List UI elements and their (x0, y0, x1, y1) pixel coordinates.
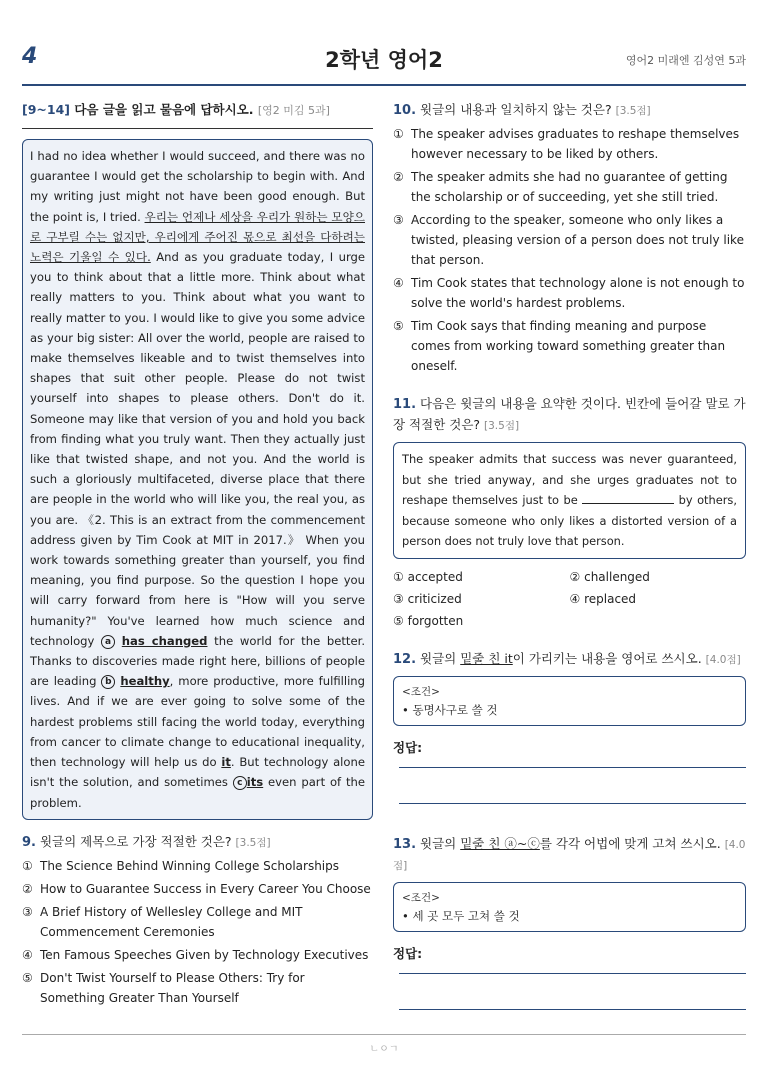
header-subtitle: 영어2 미래엔 김성연 5과 (625, 54, 746, 67)
summary-text: The speaker admits that success was never guaranteed, but she tried anyway, and she urges graduates not to reshape themselves just to be (402, 452, 737, 507)
question-text: 를 각각 어법에 맞게 고쳐 쓰시오. (539, 835, 721, 851)
option-mark: ③ (393, 591, 404, 606)
answer-option[interactable] (22, 902, 373, 942)
option-mark: ④ (393, 276, 404, 290)
option-mark: ③ (393, 213, 404, 227)
question-text: 윗글의 내용과 일치하지 않는 것은? (420, 102, 612, 117)
option-text: replaced (584, 591, 637, 606)
passage-text: the world for the better. Thanks to discoveries made right here, billions of people are leading (30, 633, 366, 689)
answer-option[interactable] (393, 124, 746, 164)
condition-text: • 세 곳 모두 고쳐 쓸 것 (402, 908, 520, 923)
answer-option[interactable] (393, 210, 746, 270)
condition-box (393, 676, 746, 726)
answer-option[interactable] (393, 273, 746, 313)
option-mark: ⑤ (393, 613, 404, 628)
passage-text: I had no idea whether I would succeed, and there was no guarantee I would get the scholarship to begin with. And my writing just might not have been good enough. But the point is, I tried. (30, 149, 365, 224)
answer-option[interactable] (22, 968, 373, 1008)
question-10 (393, 100, 746, 376)
option-text: According to the speaker, someone who only likes a twisted, pleasing version of a person does not truly like that person. (411, 213, 744, 267)
answer-option[interactable] (570, 567, 747, 587)
question-12 (393, 649, 746, 804)
footer-text: ㄴㅇㄱ (369, 1044, 399, 1055)
answer-options-grid (393, 567, 746, 631)
section-range: [9~14] (22, 102, 70, 117)
question-points: [3.5점] (235, 836, 271, 849)
option-mark: ① (22, 858, 33, 873)
answer-line[interactable] (399, 1008, 746, 1010)
answer-option[interactable] (393, 167, 746, 207)
question-10-title (393, 100, 746, 121)
answer-option[interactable] (22, 856, 373, 876)
mark-c: c (233, 776, 247, 790)
question-text: 이 가리키는 내용을 영어로 쓰시오. (512, 650, 702, 666)
question-13-title (393, 834, 746, 876)
underlined-word-a: has changed (121, 633, 208, 648)
section-source: [영2 미김 5과] (257, 104, 330, 117)
passage-text: , more productive, more fulfilling lives. And if we are ever going to solve some of the hardest problems still facing the world today, everything from cancer to climate change to educational inequality, then technology will help us do (30, 674, 366, 770)
question-9 (22, 832, 373, 1008)
answer-line[interactable] (399, 766, 746, 768)
question-points: [4.0점] (393, 838, 746, 872)
answer-option[interactable] (393, 611, 570, 631)
page-title: 2학년 영어2 (325, 48, 443, 72)
answer-option[interactable] (393, 567, 570, 587)
option-mark: ⑤ (393, 319, 404, 333)
answer-label: 정답: (393, 739, 423, 755)
option-text: challenged (584, 569, 650, 584)
answer-option[interactable] (393, 589, 570, 609)
condition-label: <조건> (402, 685, 440, 698)
condition-box (393, 882, 746, 932)
mark-a: a (101, 635, 115, 649)
option-text: How to Guarantee Success in Every Career You Choose (40, 881, 371, 896)
option-mark: ② (22, 881, 33, 896)
option-mark: ④ (569, 591, 581, 606)
option-mark: ② (569, 569, 581, 584)
question-11-title (393, 394, 746, 436)
option-mark: ② (393, 170, 404, 184)
question-points: [3.5점] (484, 420, 520, 432)
question-number: 10. (393, 103, 417, 118)
question-text: 윗글의 제목으로 가장 적절한 것은? (39, 833, 232, 849)
page-number: 4 (22, 44, 38, 69)
answer-option[interactable] (22, 945, 373, 965)
mark-b: b (101, 675, 115, 689)
option-mark: ④ (22, 947, 33, 962)
question-text-underlined: 밑줄 친 ⓐ~ⓒ (460, 835, 540, 851)
answer-option[interactable] (570, 589, 747, 609)
passage-text: . But technology alone isn't the solution, and sometimes (30, 755, 365, 790)
answer-label: 정답: (393, 945, 423, 961)
underlined-word-b: healthy (120, 674, 170, 689)
question-12-title (393, 649, 746, 670)
question-points: [4.0점] (705, 653, 741, 666)
option-text: Don't Twist Yourself to Please Others: Try for Something Greater Than Yourself (40, 970, 305, 1005)
passage-text: And as you graduate today, I urge you to think about that a little more. Think about what really matters to you. Think about what you want to really matter to you. I would like to give you some advice as your big sister: All over the world, people are raised to make themselves likeable and to twist themselves into shapes that suit other people. Please do not twist yourself into shapes to please others. Don't do it. Someone may like that version of you and hold you back from finding what you truly want. Then they actually just like that twisted shape, and not you. And the world is such a gloriously multifaceted, diverse place that there are people in the world who will like you, the real you, as you are. 《2. This is an extract from the commencement address given by Tim Cook at MIT in 2017.》 When you work towards something greater than yourself, you find meaning, you find purpose. So the question I hope you will carry forward from here is "How will you serve humanity?" You've learned how much science and technology (30, 250, 366, 648)
option-mark: ③ (22, 904, 33, 919)
footer-divider (22, 1034, 746, 1035)
summary-blank[interactable] (582, 491, 674, 504)
question-11 (393, 394, 746, 631)
question-13 (393, 834, 746, 1010)
right-column (393, 100, 746, 1010)
underlined-word-it: it (221, 755, 231, 770)
option-text: The Science Behind Winning College Scholarships (40, 858, 340, 873)
underlined-word-c: its (246, 775, 264, 790)
question-text-underlined: 밑줄 친 it (460, 650, 513, 666)
question-number: 9. (22, 834, 36, 850)
question-number: 11. (393, 397, 417, 412)
option-text: Ten Famous Speeches Given by Technology Executives (40, 947, 369, 962)
answer-option[interactable] (393, 316, 746, 376)
passage-text: even part of the problem. (30, 775, 365, 810)
question-text: 윗글의 (420, 835, 461, 851)
left-column (22, 100, 373, 1008)
option-mark: ⑤ (22, 970, 33, 985)
question-number: 12. (393, 651, 417, 667)
summary-text: by others, because someone who only likes a distorted version of a person does not truly love that person. (402, 493, 737, 548)
question-number: 13. (393, 836, 417, 852)
option-text: The speaker advises graduates to reshape themselves however necessary to be liked by others. (411, 127, 740, 161)
option-text: forgotten (407, 613, 464, 628)
question-points: [3.5점] (615, 105, 651, 117)
underlined-korean-sentence: 우리는 언제나 세상을 우리가 원하는 모양으로 구부릴 수는 없지만, 우리에게 주어진 몫으로 최선을 다하려는 노력은 기울일 수 있다. (30, 209, 365, 265)
option-mark: ① (393, 569, 404, 584)
option-text: criticized (407, 591, 462, 606)
option-text: accepted (407, 569, 463, 584)
option-text: Tim Cook states that technology alone is not enough to solve the world's hardest problems. (411, 276, 745, 310)
option-mark: ① (393, 127, 404, 141)
page-header (22, 40, 746, 86)
question-9-title (22, 832, 373, 853)
question-text: 다음은 윗글의 내용을 요약한 것이다. 빈칸에 들어갈 말로 가장 적절한 것은? (393, 396, 746, 432)
section-instruction: 다음 글을 읽고 물음에 답하시오. (74, 102, 254, 117)
answer-line[interactable] (399, 802, 746, 804)
option-text: The speaker admits she had no guarantee of getting the scholarship or of succeeding, yet she still tried. (411, 170, 728, 204)
reading-passage (22, 139, 373, 820)
answer-option[interactable] (22, 879, 373, 899)
answer-line[interactable] (399, 972, 746, 974)
section-heading (22, 100, 373, 129)
condition-label: <조건> (402, 891, 440, 904)
summary-box (393, 442, 746, 559)
option-text: A Brief History of Wellesley College and MIT Commencement Ceremonies (40, 904, 303, 939)
option-text: Tim Cook says that finding meaning and purpose comes from working toward something greater than oneself. (411, 319, 726, 373)
question-text: 윗글의 (420, 650, 461, 666)
condition-text: • 동명사구로 쓸 것 (402, 702, 498, 717)
